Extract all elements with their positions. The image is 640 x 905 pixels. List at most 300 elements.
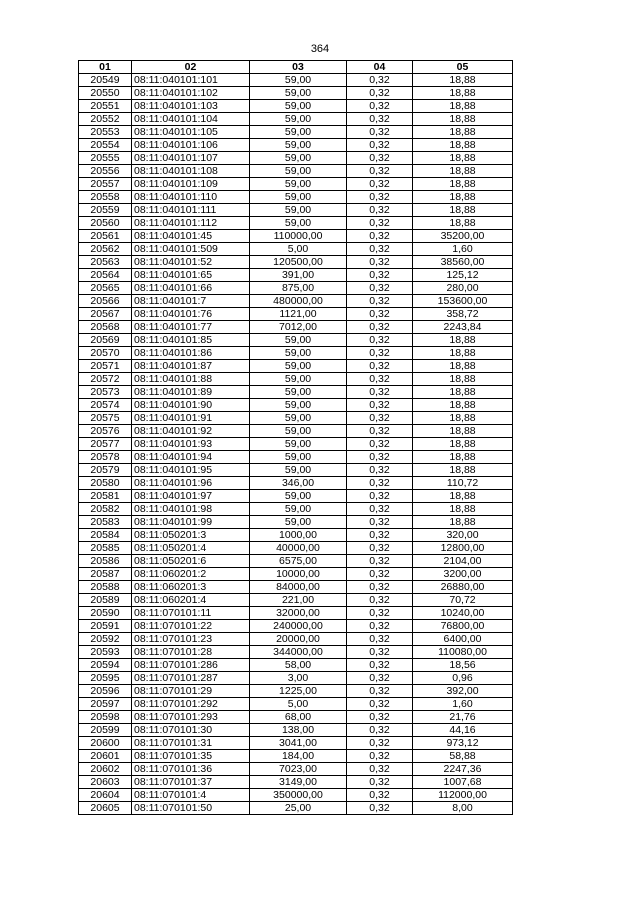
cadastral-code-cell: 08:11:040101:91 xyxy=(132,412,250,425)
cadastral-code-cell: 08:11:060201:4 xyxy=(132,594,250,607)
value-cell: 480000,00 xyxy=(250,295,347,308)
cadastral-code-cell: 08:11:040101:99 xyxy=(132,516,250,529)
table-body xyxy=(79,74,513,815)
value-cell: 7012,00 xyxy=(250,321,347,334)
value-cell: 59,00 xyxy=(250,178,347,191)
amount-cell: 18,88 xyxy=(413,412,513,425)
value-cell: 25,00 xyxy=(250,802,347,815)
header-row xyxy=(79,61,513,74)
amount-cell: 110,72 xyxy=(413,477,513,490)
rate-cell: 0,32 xyxy=(347,594,413,607)
cadastral-code-cell: 08:11:040101:90 xyxy=(132,399,250,412)
cadastral-code-cell: 08:11:070101:37 xyxy=(132,776,250,789)
table-row xyxy=(79,230,513,243)
value-cell: 59,00 xyxy=(250,100,347,113)
row-number-cell: 20575 xyxy=(79,412,132,425)
cadastral-code-cell: 08:11:040101:92 xyxy=(132,425,250,438)
row-number-cell: 20552 xyxy=(79,113,132,126)
rate-cell: 0,32 xyxy=(347,802,413,815)
rate-cell: 0,32 xyxy=(347,230,413,243)
table-row xyxy=(79,438,513,451)
row-number-cell: 20582 xyxy=(79,503,132,516)
row-number-cell: 20599 xyxy=(79,724,132,737)
value-cell: 1225,00 xyxy=(250,685,347,698)
value-cell: 59,00 xyxy=(250,113,347,126)
value-cell: 6575,00 xyxy=(250,555,347,568)
value-cell: 1121,00 xyxy=(250,308,347,321)
rate-cell: 0,32 xyxy=(347,750,413,763)
table-row xyxy=(79,360,513,373)
row-number-cell: 20564 xyxy=(79,269,132,282)
header-col-03: 03 xyxy=(250,61,347,74)
cadastral-code-cell: 08:11:040101:97 xyxy=(132,490,250,503)
amount-cell: 320,00 xyxy=(413,529,513,542)
rate-cell: 0,32 xyxy=(347,737,413,750)
rate-cell: 0,32 xyxy=(347,360,413,373)
cadastral-code-cell: 08:11:040101:108 xyxy=(132,165,250,178)
cadastral-code-cell: 08:11:070101:23 xyxy=(132,633,250,646)
cadastral-code-cell: 08:11:040101:110 xyxy=(132,191,250,204)
table-row xyxy=(79,451,513,464)
cadastral-code-cell: 08:11:040101:106 xyxy=(132,139,250,152)
amount-cell: 26880,00 xyxy=(413,581,513,594)
row-number-cell: 20584 xyxy=(79,529,132,542)
amount-cell: 18,88 xyxy=(413,87,513,100)
row-number-cell: 20559 xyxy=(79,204,132,217)
page-number: 364 xyxy=(310,43,330,55)
row-number-cell: 20579 xyxy=(79,464,132,477)
row-number-cell: 20566 xyxy=(79,295,132,308)
cadastral-code-cell: 08:11:070101:30 xyxy=(132,724,250,737)
header-col-05: 05 xyxy=(413,61,513,74)
rate-cell: 0,32 xyxy=(347,74,413,87)
amount-cell: 18,88 xyxy=(413,100,513,113)
table-row xyxy=(79,698,513,711)
row-number-cell: 20604 xyxy=(79,789,132,802)
value-cell: 59,00 xyxy=(250,399,347,412)
value-cell: 59,00 xyxy=(250,360,347,373)
value-cell: 346,00 xyxy=(250,477,347,490)
amount-cell: 18,88 xyxy=(413,139,513,152)
value-cell: 7023,00 xyxy=(250,763,347,776)
amount-cell: 18,88 xyxy=(413,178,513,191)
rate-cell: 0,32 xyxy=(347,100,413,113)
row-number-cell: 20578 xyxy=(79,451,132,464)
amount-cell: 1,60 xyxy=(413,243,513,256)
row-number-cell: 20570 xyxy=(79,347,132,360)
amount-cell: 12800,00 xyxy=(413,542,513,555)
data-table xyxy=(78,60,513,815)
amount-cell: 18,88 xyxy=(413,516,513,529)
cadastral-code-cell: 08:11:040101:65 xyxy=(132,269,250,282)
amount-cell: 10240,00 xyxy=(413,607,513,620)
rate-cell: 0,32 xyxy=(347,711,413,724)
row-number-cell: 20577 xyxy=(79,438,132,451)
rate-cell: 0,32 xyxy=(347,256,413,269)
table-row xyxy=(79,776,513,789)
rate-cell: 0,32 xyxy=(347,607,413,620)
cadastral-code-cell: 08:11:070101:28 xyxy=(132,646,250,659)
table-row xyxy=(79,529,513,542)
cadastral-code-cell: 08:11:040101:77 xyxy=(132,321,250,334)
table-row xyxy=(79,100,513,113)
row-number-cell: 20598 xyxy=(79,711,132,724)
value-cell: 59,00 xyxy=(250,347,347,360)
row-number-cell: 20594 xyxy=(79,659,132,672)
amount-cell: 392,00 xyxy=(413,685,513,698)
value-cell: 221,00 xyxy=(250,594,347,607)
rate-cell: 0,32 xyxy=(347,516,413,529)
value-cell: 58,00 xyxy=(250,659,347,672)
table-row xyxy=(79,373,513,386)
row-number-cell: 20580 xyxy=(79,477,132,490)
rate-cell: 0,32 xyxy=(347,243,413,256)
table-row xyxy=(79,87,513,100)
rate-cell: 0,32 xyxy=(347,334,413,347)
amount-cell: 18,88 xyxy=(413,334,513,347)
amount-cell: 18,88 xyxy=(413,438,513,451)
row-number-cell: 20549 xyxy=(79,74,132,87)
rate-cell: 0,32 xyxy=(347,373,413,386)
rate-cell: 0,32 xyxy=(347,620,413,633)
row-number-cell: 20567 xyxy=(79,308,132,321)
value-cell: 59,00 xyxy=(250,386,347,399)
cadastral-code-cell: 08:11:070101:35 xyxy=(132,750,250,763)
table-row xyxy=(79,646,513,659)
table-row xyxy=(79,568,513,581)
table-row xyxy=(79,74,513,87)
row-number-cell: 20554 xyxy=(79,139,132,152)
table-row xyxy=(79,152,513,165)
rate-cell: 0,32 xyxy=(347,659,413,672)
amount-cell: 3200,00 xyxy=(413,568,513,581)
row-number-cell: 20581 xyxy=(79,490,132,503)
table-header xyxy=(79,61,513,74)
cadastral-code-cell: 08:11:070101:50 xyxy=(132,802,250,815)
rate-cell: 0,32 xyxy=(347,308,413,321)
value-cell: 59,00 xyxy=(250,217,347,230)
row-number-cell: 20595 xyxy=(79,672,132,685)
rate-cell: 0,32 xyxy=(347,347,413,360)
amount-cell: 112000,00 xyxy=(413,789,513,802)
rate-cell: 0,32 xyxy=(347,165,413,178)
table-row xyxy=(79,243,513,256)
amount-cell: 18,88 xyxy=(413,347,513,360)
cadastral-code-cell: 08:11:070101:11 xyxy=(132,607,250,620)
amount-cell: 18,88 xyxy=(413,399,513,412)
value-cell: 84000,00 xyxy=(250,581,347,594)
value-cell: 59,00 xyxy=(250,412,347,425)
amount-cell: 153600,00 xyxy=(413,295,513,308)
cadastral-code-cell: 08:11:040101:112 xyxy=(132,217,250,230)
value-cell: 875,00 xyxy=(250,282,347,295)
rate-cell: 0,32 xyxy=(347,412,413,425)
rate-cell: 0,32 xyxy=(347,217,413,230)
row-number-cell: 20603 xyxy=(79,776,132,789)
rate-cell: 0,32 xyxy=(347,685,413,698)
cadastral-code-cell: 08:11:040101:109 xyxy=(132,178,250,191)
cadastral-code-cell: 08:11:040101:52 xyxy=(132,256,250,269)
cadastral-code-cell: 08:11:050201:4 xyxy=(132,542,250,555)
rate-cell: 0,32 xyxy=(347,295,413,308)
cadastral-code-cell: 08:11:040101:102 xyxy=(132,87,250,100)
row-number-cell: 20588 xyxy=(79,581,132,594)
rate-cell: 0,32 xyxy=(347,386,413,399)
row-number-cell: 20562 xyxy=(79,243,132,256)
table-row xyxy=(79,763,513,776)
rate-cell: 0,32 xyxy=(347,503,413,516)
rate-cell: 0,32 xyxy=(347,178,413,191)
rate-cell: 0,32 xyxy=(347,776,413,789)
cadastral-code-cell: 08:11:070101:292 xyxy=(132,698,250,711)
cadastral-code-cell: 08:11:070101:286 xyxy=(132,659,250,672)
row-number-cell: 20572 xyxy=(79,373,132,386)
rate-cell: 0,32 xyxy=(347,568,413,581)
value-cell: 59,00 xyxy=(250,204,347,217)
table-row xyxy=(79,659,513,672)
value-cell: 3041,00 xyxy=(250,737,347,750)
cadastral-code-cell: 08:11:040101:111 xyxy=(132,204,250,217)
amount-cell: 18,88 xyxy=(413,503,513,516)
table-row xyxy=(79,217,513,230)
cadastral-code-cell: 08:11:040101:76 xyxy=(132,308,250,321)
row-number-cell: 20586 xyxy=(79,555,132,568)
rate-cell: 0,32 xyxy=(347,321,413,334)
table-row xyxy=(79,477,513,490)
cadastral-code-cell: 08:11:040101:85 xyxy=(132,334,250,347)
cadastral-code-cell: 08:11:040101:7 xyxy=(132,295,250,308)
value-cell: 59,00 xyxy=(250,425,347,438)
rate-cell: 0,32 xyxy=(347,126,413,139)
amount-cell: 1,60 xyxy=(413,698,513,711)
row-number-cell: 20589 xyxy=(79,594,132,607)
value-cell: 40000,00 xyxy=(250,542,347,555)
cadastral-code-cell: 08:11:040101:88 xyxy=(132,373,250,386)
cadastral-code-cell: 08:11:040101:45 xyxy=(132,230,250,243)
table-row xyxy=(79,269,513,282)
amount-cell: 18,88 xyxy=(413,165,513,178)
table-row xyxy=(79,750,513,763)
table-row xyxy=(79,347,513,360)
value-cell: 5,00 xyxy=(250,243,347,256)
amount-cell: 58,88 xyxy=(413,750,513,763)
rate-cell: 0,32 xyxy=(347,763,413,776)
rate-cell: 0,32 xyxy=(347,152,413,165)
amount-cell: 18,88 xyxy=(413,152,513,165)
amount-cell: 35200,00 xyxy=(413,230,513,243)
rate-cell: 0,32 xyxy=(347,282,413,295)
row-number-cell: 20590 xyxy=(79,607,132,620)
value-cell: 3,00 xyxy=(250,672,347,685)
amount-cell: 8,00 xyxy=(413,802,513,815)
cadastral-code-cell: 08:11:070101:31 xyxy=(132,737,250,750)
amount-cell: 2243,84 xyxy=(413,321,513,334)
table-row xyxy=(79,113,513,126)
cadastral-code-cell: 08:11:040101:107 xyxy=(132,152,250,165)
cadastral-code-cell: 08:11:040101:101 xyxy=(132,74,250,87)
row-number-cell: 20553 xyxy=(79,126,132,139)
rate-cell: 0,32 xyxy=(347,672,413,685)
row-number-cell: 20563 xyxy=(79,256,132,269)
amount-cell: 110080,00 xyxy=(413,646,513,659)
row-number-cell: 20571 xyxy=(79,360,132,373)
cadastral-code-cell: 08:11:040101:98 xyxy=(132,503,250,516)
rate-cell: 0,32 xyxy=(347,87,413,100)
value-cell: 59,00 xyxy=(250,139,347,152)
table-row xyxy=(79,399,513,412)
table-row xyxy=(79,308,513,321)
cadastral-code-cell: 08:11:040101:87 xyxy=(132,360,250,373)
row-number-cell: 20556 xyxy=(79,165,132,178)
cadastral-code-cell: 08:11:040101:66 xyxy=(132,282,250,295)
value-cell: 184,00 xyxy=(250,750,347,763)
cadastral-code-cell: 08:11:040101:509 xyxy=(132,243,250,256)
rate-cell: 0,32 xyxy=(347,789,413,802)
value-cell: 59,00 xyxy=(250,516,347,529)
amount-cell: 2104,00 xyxy=(413,555,513,568)
row-number-cell: 20576 xyxy=(79,425,132,438)
amount-cell: 76800,00 xyxy=(413,620,513,633)
table-row xyxy=(79,139,513,152)
table-row xyxy=(79,204,513,217)
row-number-cell: 20605 xyxy=(79,802,132,815)
amount-cell: 21,76 xyxy=(413,711,513,724)
row-number-cell: 20585 xyxy=(79,542,132,555)
header-col-01: 01 xyxy=(79,61,132,74)
row-number-cell: 20583 xyxy=(79,516,132,529)
row-number-cell: 20596 xyxy=(79,685,132,698)
value-cell: 32000,00 xyxy=(250,607,347,620)
table-row xyxy=(79,672,513,685)
row-number-cell: 20574 xyxy=(79,399,132,412)
row-number-cell: 20573 xyxy=(79,386,132,399)
row-number-cell: 20560 xyxy=(79,217,132,230)
value-cell: 138,00 xyxy=(250,724,347,737)
rate-cell: 0,32 xyxy=(347,113,413,126)
row-number-cell: 20557 xyxy=(79,178,132,191)
table-row xyxy=(79,555,513,568)
amount-cell: 18,88 xyxy=(413,217,513,230)
table-row xyxy=(79,581,513,594)
table-row xyxy=(79,295,513,308)
amount-cell: 18,88 xyxy=(413,490,513,503)
cadastral-code-cell: 08:11:060201:3 xyxy=(132,581,250,594)
value-cell: 59,00 xyxy=(250,373,347,386)
table-row xyxy=(79,685,513,698)
amount-cell: 280,00 xyxy=(413,282,513,295)
amount-cell: 18,88 xyxy=(413,425,513,438)
amount-cell: 18,88 xyxy=(413,204,513,217)
table-row xyxy=(79,594,513,607)
cadastral-code-cell: 08:11:050201:3 xyxy=(132,529,250,542)
cadastral-code-cell: 08:11:040101:95 xyxy=(132,464,250,477)
value-cell: 59,00 xyxy=(250,87,347,100)
value-cell: 391,00 xyxy=(250,269,347,282)
rate-cell: 0,32 xyxy=(347,477,413,490)
cadastral-code-cell: 08:11:070101:22 xyxy=(132,620,250,633)
amount-cell: 70,72 xyxy=(413,594,513,607)
rate-cell: 0,32 xyxy=(347,633,413,646)
rate-cell: 0,32 xyxy=(347,451,413,464)
row-number-cell: 20555 xyxy=(79,152,132,165)
row-number-cell: 20597 xyxy=(79,698,132,711)
value-cell: 1000,00 xyxy=(250,529,347,542)
amount-cell: 6400,00 xyxy=(413,633,513,646)
table-row xyxy=(79,620,513,633)
rate-cell: 0,32 xyxy=(347,490,413,503)
value-cell: 59,00 xyxy=(250,438,347,451)
amount-cell: 18,88 xyxy=(413,386,513,399)
value-cell: 59,00 xyxy=(250,451,347,464)
table-row xyxy=(79,425,513,438)
rate-cell: 0,32 xyxy=(347,204,413,217)
table-row xyxy=(79,503,513,516)
table-row xyxy=(79,789,513,802)
value-cell: 5,00 xyxy=(250,698,347,711)
cadastral-code-cell: 08:11:040101:93 xyxy=(132,438,250,451)
rate-cell: 0,32 xyxy=(347,191,413,204)
table-row xyxy=(79,386,513,399)
value-cell: 120500,00 xyxy=(250,256,347,269)
row-number-cell: 20568 xyxy=(79,321,132,334)
value-cell: 10000,00 xyxy=(250,568,347,581)
row-number-cell: 20600 xyxy=(79,737,132,750)
amount-cell: 18,88 xyxy=(413,451,513,464)
cadastral-code-cell: 08:11:070101:29 xyxy=(132,685,250,698)
table-row xyxy=(79,711,513,724)
amount-cell: 44,16 xyxy=(413,724,513,737)
table-row xyxy=(79,178,513,191)
table-row xyxy=(79,542,513,555)
value-cell: 110000,00 xyxy=(250,230,347,243)
cadastral-code-cell: 08:11:070101:293 xyxy=(132,711,250,724)
rate-cell: 0,32 xyxy=(347,555,413,568)
value-cell: 240000,00 xyxy=(250,620,347,633)
amount-cell: 18,88 xyxy=(413,113,513,126)
table-row xyxy=(79,321,513,334)
value-cell: 59,00 xyxy=(250,165,347,178)
rate-cell: 0,32 xyxy=(347,724,413,737)
table-row xyxy=(79,412,513,425)
value-cell: 59,00 xyxy=(250,334,347,347)
table-row xyxy=(79,724,513,737)
rate-cell: 0,32 xyxy=(347,399,413,412)
value-cell: 344000,00 xyxy=(250,646,347,659)
cadastral-code-cell: 08:11:040101:89 xyxy=(132,386,250,399)
value-cell: 59,00 xyxy=(250,191,347,204)
rate-cell: 0,32 xyxy=(347,698,413,711)
row-number-cell: 20602 xyxy=(79,763,132,776)
value-cell: 59,00 xyxy=(250,490,347,503)
table-row xyxy=(79,282,513,295)
cadastral-code-cell: 08:11:040101:94 xyxy=(132,451,250,464)
row-number-cell: 20551 xyxy=(79,100,132,113)
rate-cell: 0,32 xyxy=(347,542,413,555)
cadastral-code-cell: 08:11:050201:6 xyxy=(132,555,250,568)
cadastral-code-cell: 08:11:040101:105 xyxy=(132,126,250,139)
value-cell: 59,00 xyxy=(250,126,347,139)
row-number-cell: 20561 xyxy=(79,230,132,243)
rate-cell: 0,32 xyxy=(347,139,413,152)
rate-cell: 0,32 xyxy=(347,269,413,282)
table-row xyxy=(79,607,513,620)
amount-cell: 973,12 xyxy=(413,737,513,750)
value-cell: 3149,00 xyxy=(250,776,347,789)
cadastral-code-cell: 08:11:070101:287 xyxy=(132,672,250,685)
row-number-cell: 20558 xyxy=(79,191,132,204)
table-row xyxy=(79,464,513,477)
value-cell: 68,00 xyxy=(250,711,347,724)
